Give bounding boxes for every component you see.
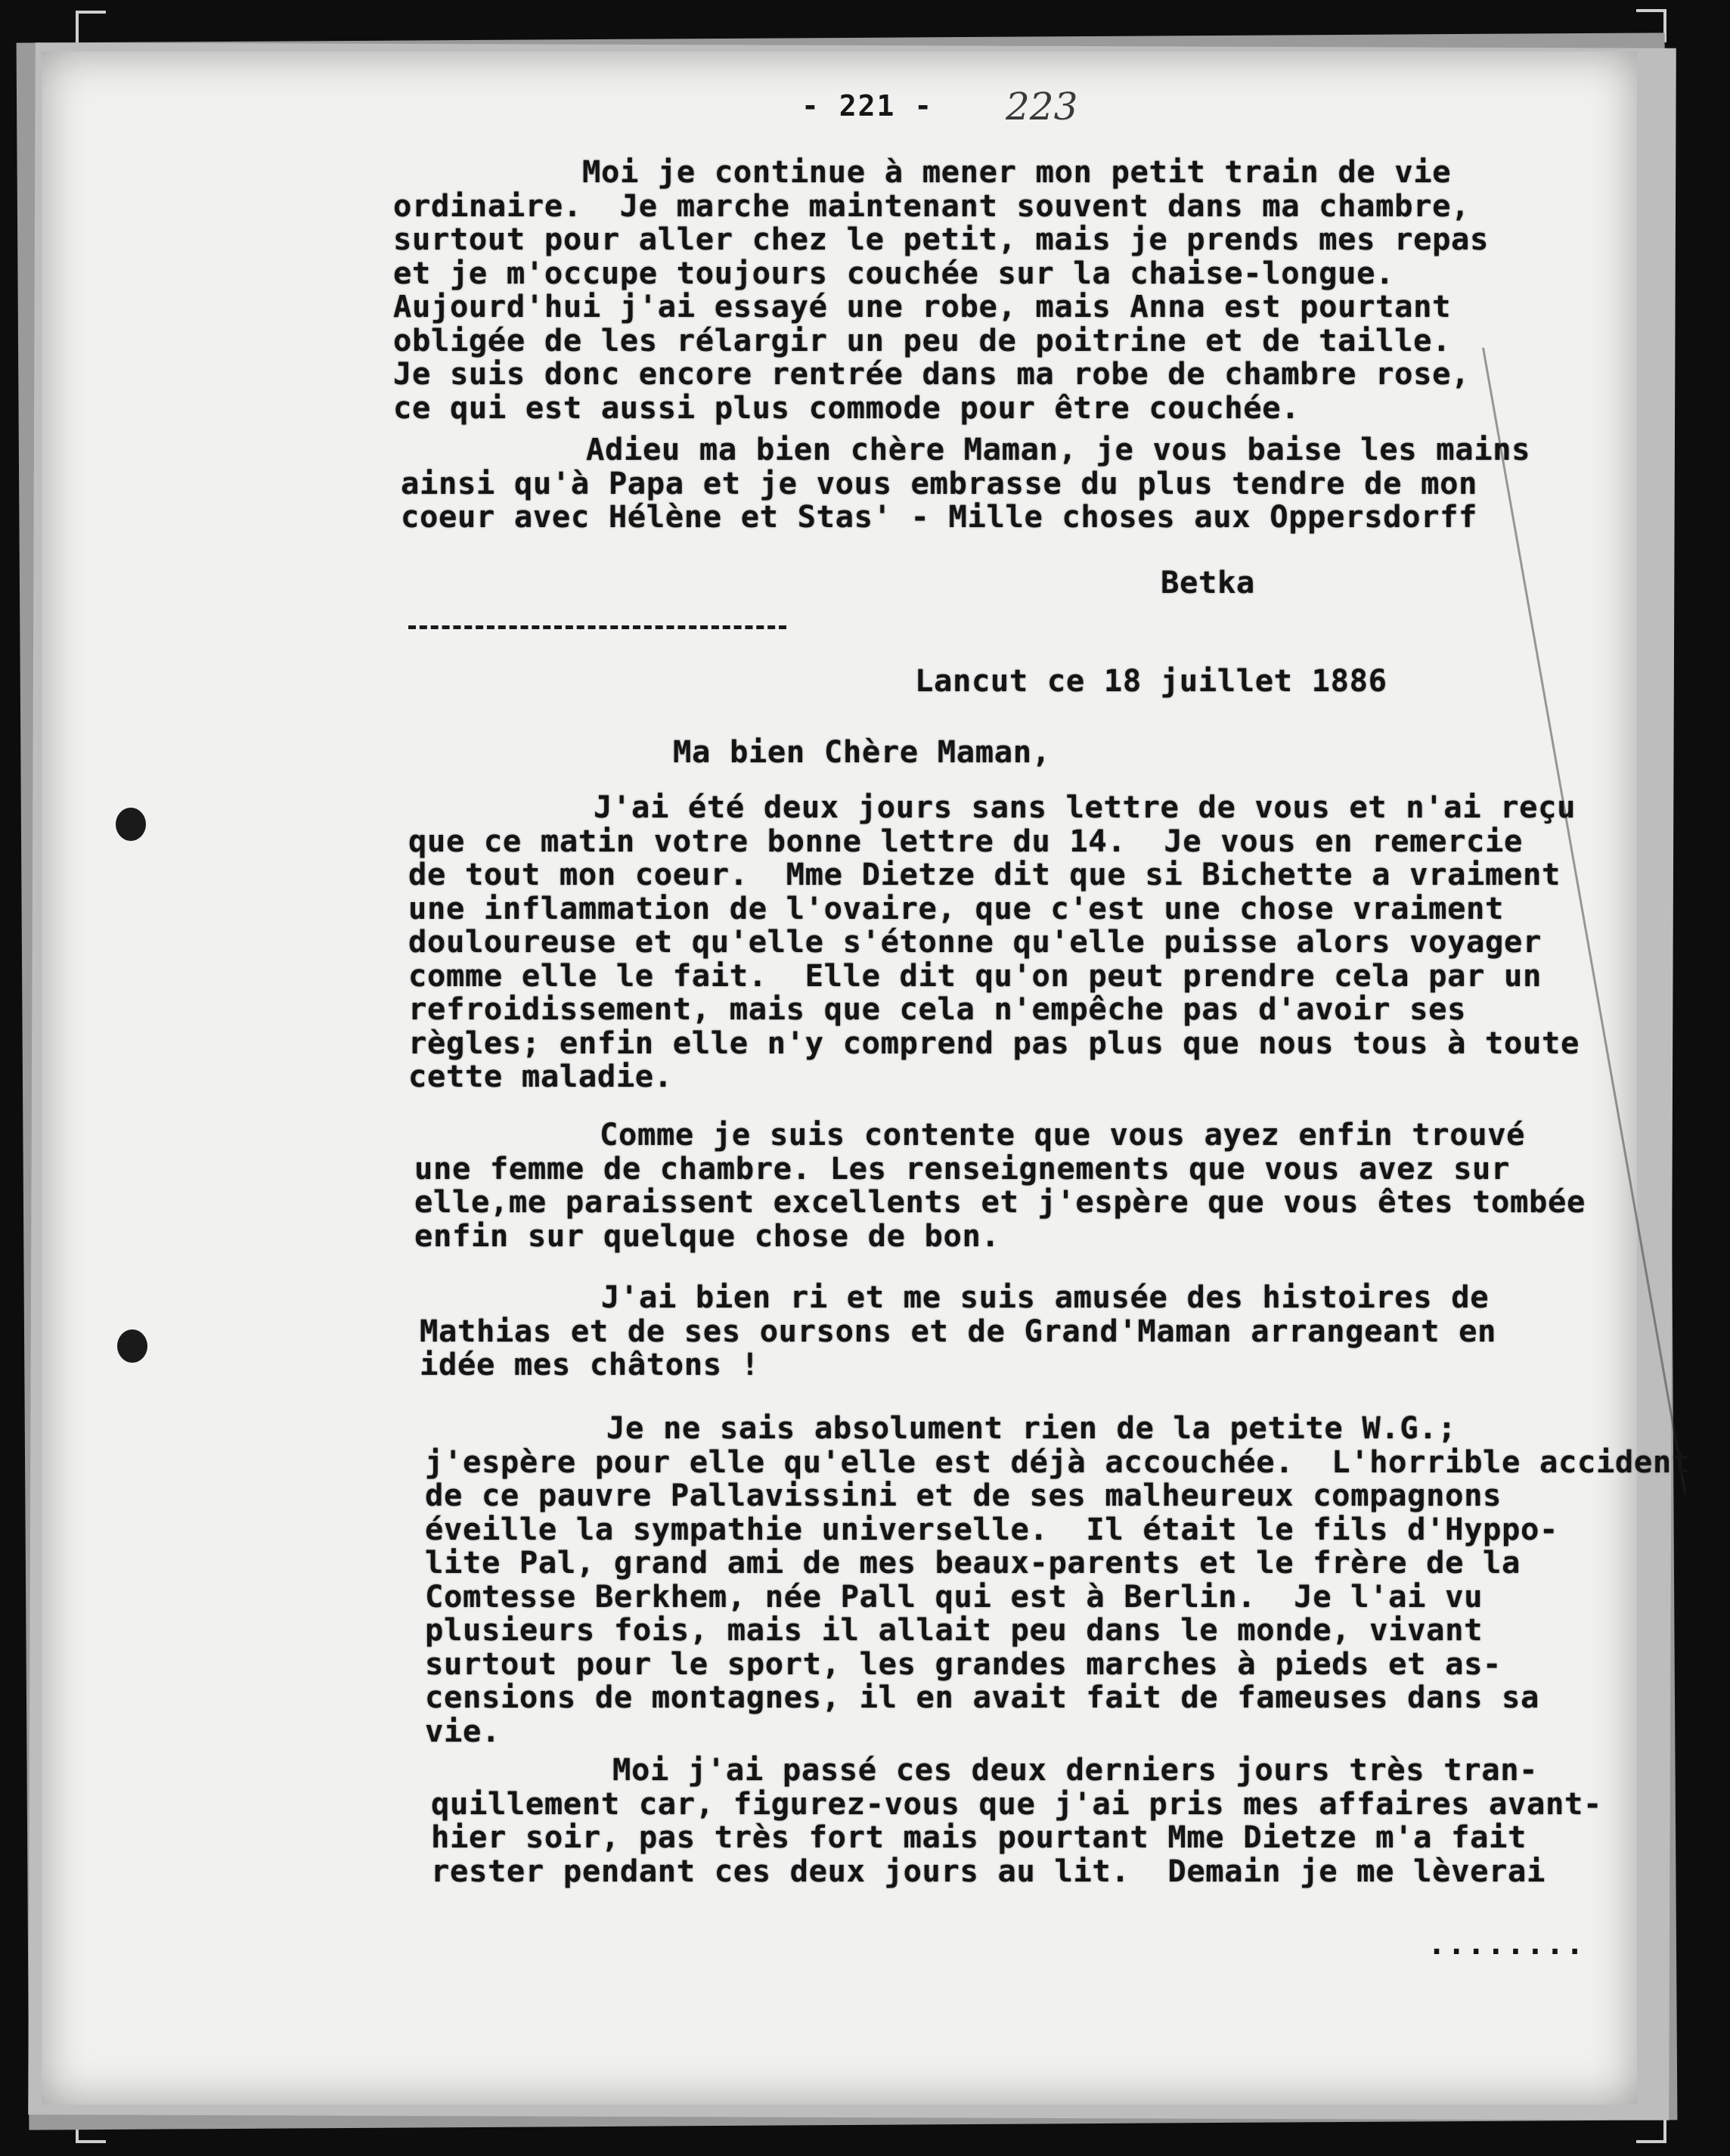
letter2-paragraph-3: J'ai bien ri et me suis amusée des histoires de Mathias et de ses oursons et de Grand'Maman arrangeant en idée mes châtons !: [420, 1279, 1497, 1382]
letter2-paragraph-5: Moi j'ai passé ces deux derniers jours très tran- quillement car, figurez-vous que j'ai pris mes affaires avant- hier soir, pas très fort mais pourtant Mme Dietze m'a fait rester pendant ces deux jours au lit. Demain je me lèverai: [431, 1751, 1602, 1889]
letter2-paragraph-1: J'ai été deux jours sans lettre de vous et n'ai reçu que ce matin votre bonne lettre du 14. Je vous en remercie de tout mon coeur. Mme Dietze dit que si Bichette a vraiment une inflammation de l'ovaire, que c'est une chose vraiment douloureuse et qu'elle s'étonne qu'elle puisse alors voyager comme elle le fait. Elle dit qu'on peut prendre cela par un refroidissement, mais que cela n'empêche pas d'avoir ses règles; enfin elle n'y comprend pas plus que nous tous à toute cette maladie.: [408, 789, 1580, 1094]
crop-mark-top-right-h: [1636, 9, 1666, 12]
page-number: - 221 -: [801, 89, 934, 123]
letter2-paragraph-4: Je ne sais absolument rien de la petite W.G.; j'espère pour elle qu'elle est déjà accouchée. L'horrible accident de ce pauvre Pallavissini et de ses malheureux compagnons éveille la sympathie universelle. Il était le fils d'Hyppo- lite Pal, grand ami de mes beaux-parents et le frère de la Comtesse Berkhem, née Pall qui est à Berlin. Je l'ai vu plusieurs fois, mais il allait peu dans le monde, vivant surtout pour le sport, les grandes marches à pieds et as- censions de montagnes, il en avait fait de fameuses dans sa vie.: [425, 1410, 1691, 1749]
crop-mark-top-left-h: [76, 11, 106, 14]
letter2-paragraph-2: Comme je suis contente que vous ayez enfin trouvé une femme de chambre. Les renseignements que vous avez sur elle,me paraissent excellents et j'espère que vous êtes tombée enfin sur quelque chose de bon.: [414, 1116, 1586, 1254]
handwritten-page-number: 223: [1006, 85, 1078, 129]
crop-mark-bottom-right-h: [1636, 2140, 1666, 2143]
crop-mark-top-left: [76, 11, 79, 44]
punch-hole-upper: [116, 808, 146, 841]
letter2-salutation: Ma bien Chère Maman,: [673, 734, 1051, 770]
letter-separator-rule: [408, 625, 786, 629]
punch-hole-lower: [117, 1329, 147, 1363]
letter1-signature: Betka: [1161, 564, 1255, 600]
continuation-dots: ........: [1428, 1927, 1586, 1962]
letter1-paragraph-1: Moi je continue à mener mon petit train de vie ordinaire. Je marche maintenant souvent dans ma chambre, surtout pour aller chez le petit, mais je prends mes repas et je m'occupe toujours couchée sur la chaise-longue. Aujourd'hui j'ai essayé une robe, mais Anna est pourtant obligée de les rélargir un peu de poitrine et de taille. Je suis donc encore rentrée dans ma robe de chambre rose, ce qui est aussi plus commode pour être couchée.: [393, 154, 1490, 426]
letter2-dateline: Lancut ce 18 juillet 1886: [915, 662, 1387, 699]
letter1-paragraph-2: Adieu ma bien chère Maman, je vous baise les mains ainsi qu'à Papa et je vous embrasse du plus tendre de mon coeur avec Hélène et Stas' - Mille choses aux Oppersdorff: [401, 431, 1531, 535]
crop-mark-bottom-left-h: [76, 2140, 106, 2143]
